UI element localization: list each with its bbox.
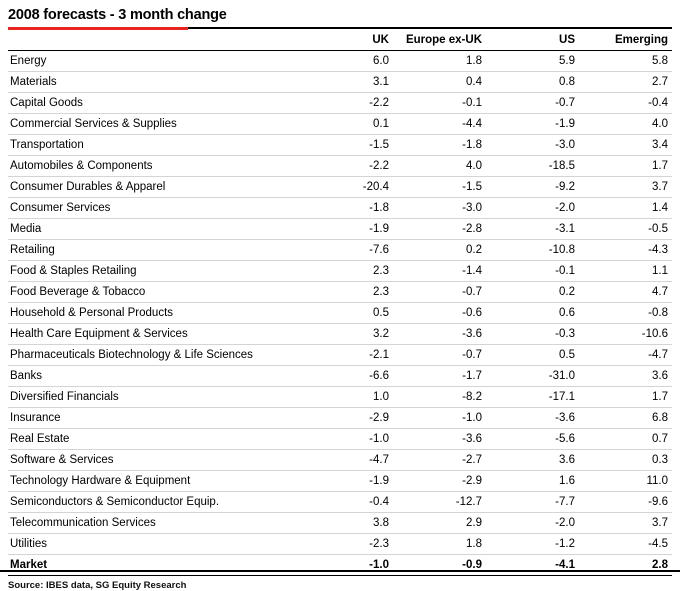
table-row [8, 345, 672, 366]
cell-value: -9.6 [579, 492, 672, 513]
table-row [8, 156, 672, 177]
cell-value: -3.0 [393, 198, 486, 219]
cell-value: 3.8 [300, 513, 393, 534]
cell-value: 2.8 [579, 555, 672, 576]
cell-value: -1.9 [486, 114, 579, 135]
column-header-sector [8, 30, 300, 51]
column-header-europe-ex-uk: Europe ex-UK [393, 30, 486, 51]
cell-value: 0.7 [579, 429, 672, 450]
cell-value: -2.0 [486, 198, 579, 219]
row-label: Energy [8, 51, 300, 72]
table-header-row [8, 30, 672, 51]
row-label: Consumer Services [8, 198, 300, 219]
table-row [8, 261, 672, 282]
table-row [8, 408, 672, 429]
column-header-emerging: Emerging [579, 30, 672, 51]
table-row [8, 303, 672, 324]
cell-value: -2.0 [486, 513, 579, 534]
cell-value: -2.2 [300, 156, 393, 177]
column-header-uk: UK [300, 30, 393, 51]
row-label: Diversified Financials [8, 387, 300, 408]
cell-value: -0.9 [393, 555, 486, 576]
cell-value: 1.7 [579, 156, 672, 177]
cell-value: -1.0 [300, 555, 393, 576]
table-row [8, 114, 672, 135]
cell-value: -31.0 [486, 366, 579, 387]
table-header [8, 30, 672, 51]
table-row [8, 471, 672, 492]
cell-value: -17.1 [486, 387, 579, 408]
cell-value: -3.0 [486, 135, 579, 156]
cell-value: 1.4 [579, 198, 672, 219]
row-label: Automobiles & Components [8, 156, 300, 177]
table-row [8, 387, 672, 408]
cell-value: -2.9 [300, 408, 393, 429]
table-row [8, 219, 672, 240]
cell-value: -2.1 [300, 345, 393, 366]
cell-value: -7.7 [486, 492, 579, 513]
table-row [8, 513, 672, 534]
title-block [0, 0, 680, 30]
row-label: Banks [8, 366, 300, 387]
cell-value: 0.4 [393, 72, 486, 93]
cell-value: 0.2 [486, 282, 579, 303]
page-title: 2008 forecasts - 3 month change [8, 7, 227, 23]
cell-value: 1.0 [300, 387, 393, 408]
table-row [8, 135, 672, 156]
row-label: Media [8, 219, 300, 240]
cell-value: 2.3 [300, 282, 393, 303]
cell-value: -4.4 [393, 114, 486, 135]
table-row [8, 51, 672, 72]
cell-value: 0.1 [300, 114, 393, 135]
row-label: Health Care Equipment & Services [8, 324, 300, 345]
cell-value: -1.9 [300, 219, 393, 240]
cell-value: -0.4 [300, 492, 393, 513]
cell-value: -7.6 [300, 240, 393, 261]
cell-value: -1.5 [300, 135, 393, 156]
cell-value: 6.0 [300, 51, 393, 72]
cell-value: 0.3 [579, 450, 672, 471]
cell-value: -0.6 [393, 303, 486, 324]
cell-value: 3.6 [579, 366, 672, 387]
cell-value: -0.3 [486, 324, 579, 345]
cell-value: 0.5 [300, 303, 393, 324]
column-header-us: US [486, 30, 579, 51]
title-divider [8, 27, 672, 30]
cell-value: -0.1 [486, 261, 579, 282]
cell-value: -0.4 [579, 93, 672, 114]
row-label: Software & Services [8, 450, 300, 471]
cell-value: -4.7 [579, 345, 672, 366]
cell-value: 0.5 [486, 345, 579, 366]
source-note: Source: IBES data, SG Equity Research [8, 580, 187, 591]
table-row [8, 366, 672, 387]
cell-value: -3.6 [486, 408, 579, 429]
cell-value: 3.7 [579, 513, 672, 534]
cell-value: -2.3 [300, 534, 393, 555]
cell-value: -2.2 [300, 93, 393, 114]
cell-value: -2.8 [393, 219, 486, 240]
table-row [8, 324, 672, 345]
table-body [8, 51, 672, 576]
cell-value: -4.5 [579, 534, 672, 555]
cell-value: -4.1 [486, 555, 579, 576]
table-row [8, 282, 672, 303]
cell-value: 1.8 [393, 534, 486, 555]
cell-value: -1.2 [486, 534, 579, 555]
cell-value: -8.2 [393, 387, 486, 408]
cell-value: -18.5 [486, 156, 579, 177]
cell-value: -10.8 [486, 240, 579, 261]
table-row [8, 450, 672, 471]
row-label: Food & Staples Retailing [8, 261, 300, 282]
table-row [8, 555, 672, 576]
cell-value: 5.9 [486, 51, 579, 72]
row-label: Utilities [8, 534, 300, 555]
cell-value: -9.2 [486, 177, 579, 198]
divider-accent [8, 27, 188, 30]
forecast-table [8, 30, 672, 576]
row-label: Consumer Durables & Apparel [8, 177, 300, 198]
row-label: Food Beverage & Tobacco [8, 282, 300, 303]
footer-divider [0, 570, 680, 572]
row-label: Market [8, 555, 300, 576]
cell-value: -10.6 [579, 324, 672, 345]
row-label: Transportation [8, 135, 300, 156]
cell-value: -4.3 [579, 240, 672, 261]
cell-value: 3.4 [579, 135, 672, 156]
cell-value: -1.0 [393, 408, 486, 429]
cell-value: 0.8 [486, 72, 579, 93]
cell-value: -1.8 [300, 198, 393, 219]
cell-value: -1.5 [393, 177, 486, 198]
table-row [8, 93, 672, 114]
row-label: Pharmaceuticals Biotechnology & Life Sciences [8, 345, 300, 366]
cell-value: 1.6 [486, 471, 579, 492]
row-label: Real Estate [8, 429, 300, 450]
cell-value: -4.7 [300, 450, 393, 471]
row-label: Capital Goods [8, 93, 300, 114]
cell-value: 4.0 [579, 114, 672, 135]
cell-value: -3.1 [486, 219, 579, 240]
row-label: Telecommunication Services [8, 513, 300, 534]
row-label: Semiconductors & Semiconductor Equip. [8, 492, 300, 513]
cell-value: 3.7 [579, 177, 672, 198]
cell-value: -0.7 [486, 93, 579, 114]
cell-value: -3.6 [393, 429, 486, 450]
cell-value: 0.6 [486, 303, 579, 324]
cell-value: -12.7 [393, 492, 486, 513]
cell-value: -5.6 [486, 429, 579, 450]
cell-value: 2.9 [393, 513, 486, 534]
table-row [8, 492, 672, 513]
row-label: Insurance [8, 408, 300, 429]
row-label: Retailing [8, 240, 300, 261]
cell-value: -1.0 [300, 429, 393, 450]
cell-value: 5.8 [579, 51, 672, 72]
cell-value: 6.8 [579, 408, 672, 429]
cell-value: 2.7 [579, 72, 672, 93]
cell-value: -1.9 [300, 471, 393, 492]
cell-value: -0.5 [579, 219, 672, 240]
cell-value: -0.1 [393, 93, 486, 114]
cell-value: 11.0 [579, 471, 672, 492]
row-label: Technology Hardware & Equipment [8, 471, 300, 492]
cell-value: -6.6 [300, 366, 393, 387]
table-row [8, 429, 672, 450]
cell-value: -2.9 [393, 471, 486, 492]
cell-value: -20.4 [300, 177, 393, 198]
table-row [8, 198, 672, 219]
table-row [8, 177, 672, 198]
cell-value: -1.8 [393, 135, 486, 156]
cell-value: 4.0 [393, 156, 486, 177]
row-label: Materials [8, 72, 300, 93]
cell-value: -1.4 [393, 261, 486, 282]
cell-value: 3.6 [486, 450, 579, 471]
cell-value: -0.7 [393, 282, 486, 303]
cell-value: 1.7 [579, 387, 672, 408]
table-row [8, 534, 672, 555]
table-row [8, 72, 672, 93]
cell-value: -0.8 [579, 303, 672, 324]
cell-value: 1.1 [579, 261, 672, 282]
cell-value: -1.7 [393, 366, 486, 387]
cell-value: 4.7 [579, 282, 672, 303]
cell-value: -3.6 [393, 324, 486, 345]
cell-value: 3.2 [300, 324, 393, 345]
cell-value: 1.8 [393, 51, 486, 72]
cell-value: -0.7 [393, 345, 486, 366]
row-label: Commercial Services & Supplies [8, 114, 300, 135]
cell-value: 0.2 [393, 240, 486, 261]
table-row [8, 240, 672, 261]
row-label: Household & Personal Products [8, 303, 300, 324]
cell-value: 2.3 [300, 261, 393, 282]
cell-value: -2.7 [393, 450, 486, 471]
cell-value: 3.1 [300, 72, 393, 93]
